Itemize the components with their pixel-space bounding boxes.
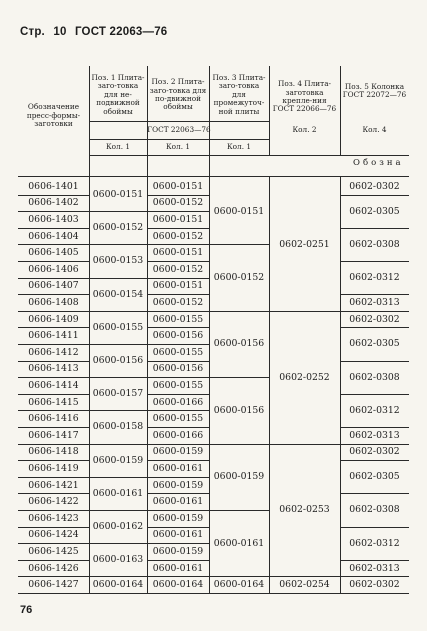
pos4-cell: 0602-0252 [279,371,330,383]
pos2-cell: 0600-0151 [152,280,204,292]
code-cell: 0606-1416 [28,413,79,425]
pos1-cell: 0600-0161 [92,487,144,499]
pos2-cell: 0600-0161 [152,562,204,574]
pos2-cell: 0600-0159 [152,545,204,557]
pos5-cell: 0602-0313 [349,429,400,441]
pos3-cell: 0600-0152 [213,272,265,284]
pos5-cell: 0602-0302 [349,180,400,192]
page-label: Стр. [20,26,45,38]
qty-pos5: Кол. 4 [362,124,387,134]
code-cell: 0606-1426 [28,562,79,574]
page-num: 10 [53,26,67,38]
pos1-cell: 0600-0158 [92,421,144,433]
page-header [20,26,172,38]
pos2-cell: 0600-0159 [152,446,204,458]
pos2-cell: 0600-0166 [152,429,204,441]
pos2-cell: 0600-0159 [152,479,204,491]
pos1-cell: 0600-0163 [92,554,144,566]
pos3-cell: 0600-0164 [213,579,265,591]
pos2-cell: 0600-0152 [152,263,204,275]
pos3-cell: 0600-0151 [213,205,265,217]
pos2-cell: 0600-0155 [152,313,204,325]
pos2-cell: 0600-0156 [152,330,204,342]
code-cell: 0606-1425 [28,545,79,557]
pos5-cell: 0602-0308 [349,371,400,383]
code-cell: 0606-1409 [28,313,79,325]
pos1-cell: 0600-0159 [92,454,144,466]
code-cell: 0606-1412 [28,346,79,358]
designation-label: Обозна [353,158,404,168]
pos5-cell: 0602-0302 [349,446,400,458]
col-title-pos3: Поз. 3 Плита-заго-товка для промежуточ-ной плиты [212,72,266,116]
pos1-cell: 0600-0151 [92,189,144,201]
code-cell: 0606-1423 [28,512,79,524]
pos2-cell: 0600-0161 [152,529,204,541]
qty-pos2: Кол. 1 [166,142,190,152]
code-cell: 0606-1404 [28,230,79,242]
code-cell: 0606-1413 [28,363,79,375]
code-cell: 0606-1408 [28,296,79,308]
pos2-cell: 0600-0152 [152,230,204,242]
pos2-cell: 0600-0151 [152,180,204,192]
code-cell: 0606-1414 [28,379,79,391]
code-cell: 0606-1418 [28,446,79,458]
standard-title: ГОСТ 22063—76 [74,26,168,38]
pos5-cell: 0602-0313 [349,296,400,308]
code-cell: 0606-1417 [28,429,79,441]
pos2-cell: 0600-0161 [152,462,204,474]
gost-subheader: ГОСТ 22063—76 [147,125,211,135]
pos3-cell: 0600-0156 [213,338,265,350]
pos4-cell: 0602-0253 [279,504,330,516]
col-title-pos1: Поз. 1 Плита-заго-товка для не-подвижной обоймы [91,72,145,116]
code-cell: 0606-1402 [28,197,79,209]
pos5-cell: 0602-0312 [349,272,400,284]
col-title-designation: Обозначение пресс-формы-заготовки [26,102,81,129]
pos1-cell: 0600-0162 [92,521,144,533]
pos2-cell: 0600-0164 [152,579,204,591]
code-cell: 0606-1411 [28,330,79,342]
code-cell: 0606-1422 [28,496,79,508]
col-title-pos2: Поз. 2 Плита-заго-товка для по-движной обоймы [149,77,207,112]
qty-pos3: Кол. 1 [227,142,251,152]
pos5-cell: 0602-0305 [349,338,400,350]
pos3-cell: 0600-0161 [213,537,265,549]
pos5-cell: 0602-0302 [349,313,400,325]
code-cell: 0606-1401 [28,180,79,192]
code-cell: 0606-1424 [28,529,79,541]
code-cell: 0606-1405 [28,247,79,259]
pos2-cell: 0600-0152 [152,296,204,308]
pos2-cell: 0600-0155 [152,379,204,391]
pos5-cell: 0602-0308 [349,504,400,516]
code-cell: 0606-1406 [28,263,79,275]
pos5-cell: 0602-0308 [349,238,400,250]
pos3-cell: 0600-0159 [213,471,265,483]
pos2-cell: 0600-0152 [152,197,204,209]
code-cell: 0606-1415 [28,396,79,408]
pos1-cell: 0600-0154 [92,288,144,300]
code-cell: 0606-1407 [28,280,79,292]
col-title-pos4: Поз. 4 Плита-заготовка крепле-ния ГОСТ 22066—76 [272,79,337,114]
code-cell: 0606-1421 [28,479,79,491]
code-cell: 0606-1419 [28,462,79,474]
pos5-cell: 0602-0312 [349,537,400,549]
pos1-cell: 0600-0157 [92,388,144,400]
code-cell: 0606-1427 [28,579,79,591]
pos3-cell: 0600-0156 [213,404,265,416]
pos5-cell: 0602-0305 [349,471,400,483]
pos2-cell: 0600-0155 [152,346,204,358]
pos2-cell: 0600-0166 [152,396,204,408]
table-header [18,66,409,176]
page-number: 76 [20,604,33,616]
pos1-cell: 0600-0152 [92,222,144,234]
col-title-pos5: Поз. 5 Колонка ГОСТ 22072—76 [342,81,407,99]
qty-pos4: Кол. 2 [292,124,317,134]
pos5-cell: 0602-0313 [349,562,400,574]
pos2-cell: 0600-0151 [152,247,204,259]
pos2-cell: 0600-0156 [152,363,204,375]
pos5-cell: 0602-0305 [349,205,400,217]
pos2-cell: 0600-0155 [152,413,204,425]
pos4-cell: 0602-0251 [279,238,330,250]
pos2-cell: 0600-0159 [152,512,204,524]
pos1-cell: 0600-0164 [92,579,144,591]
pos5-cell: 0602-0302 [349,579,400,591]
pos2-cell: 0600-0151 [152,213,204,225]
pos1-cell: 0600-0155 [92,321,144,333]
code-cell: 0606-1403 [28,213,79,225]
pos1-cell: 0600-0156 [92,355,144,367]
pos5-cell: 0602-0312 [349,404,400,416]
pos4-cell: 0602-0254 [279,579,330,591]
pos1-cell: 0600-0153 [92,255,144,267]
qty-pos1: Кол. 1 [106,142,130,152]
pos2-cell: 0600-0161 [152,496,204,508]
